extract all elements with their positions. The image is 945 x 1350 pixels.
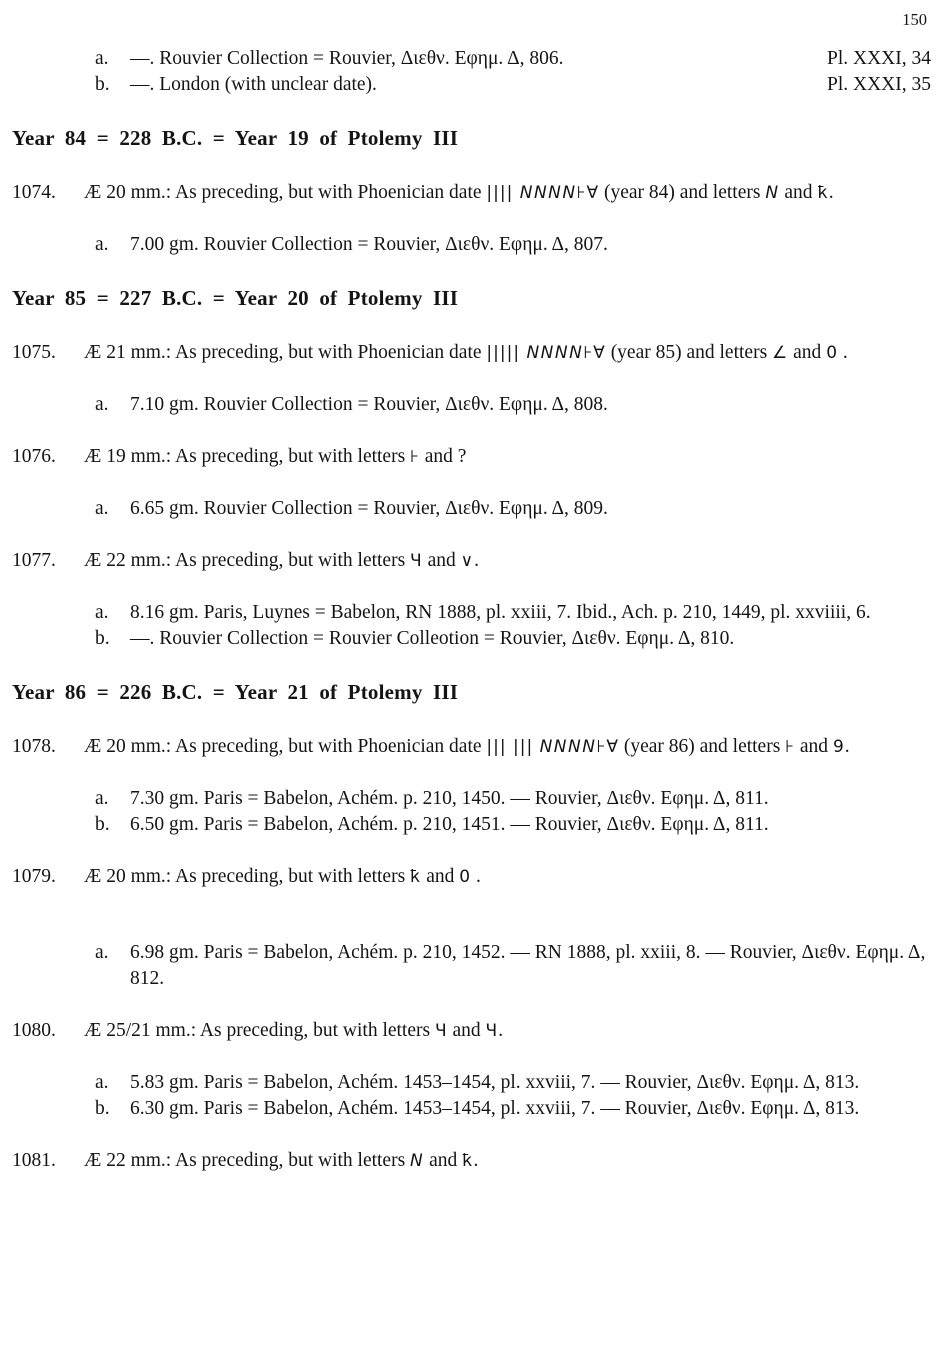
item-letter: b. [95,1098,110,1119]
list-item [95,46,931,72]
section-heading: Year 84 = 228 B.C. = Year 19 of Ptolemy III [12,126,459,150]
section-heading: Year 86 = 226 B.C. = Year 21 of Ptolemy III [12,680,459,704]
entry-description: Æ 22 mm.: As preceding, but with letters Ч and ∨. [84,550,479,571]
entry [12,734,931,760]
entry-description: Æ 21 mm.: As preceding, but with Phoenician date ||||| NNNN⊦∀ (year 85) and letters ∠ and 0 . [84,342,848,363]
item-text: 6.65 gm. Rouvier Collection = Rouvier, Διεθν. Εφημ. Δ, 809. [130,498,608,519]
item-text: 8.16 gm. Paris, Luynes = Babelon, RN 1888, pl. xxiii, 7. Ibid., Ach. p. 210, 1449, pl. xxviiii, 6. [130,602,871,623]
item-letter: a. [95,942,109,963]
entry-description: Æ 25/21 mm.: As preceding, but with letters Ч and Ч. [84,1020,504,1041]
entry-number: 1076. [12,446,56,467]
entry-number: 1078. [12,736,56,757]
item-text: 6.50 gm. Paris = Babelon, Achém. p. 210, 1451. — Rouvier, Διεθν. Εφημ. Δ, 811. [130,814,769,835]
page-number: 150 [902,10,927,29]
entry [12,548,931,574]
entry [12,340,931,366]
item-letter: a. [95,498,109,519]
section-heading: Year 85 = 227 B.C. = Year 20 of Ptolemy III [12,286,459,310]
list-item [95,940,931,992]
item-text: 6.98 gm. Paris = Babelon, Achém. p. 210, 1452. — RN 1888, pl. xxiii, 8. — Rouvier, Διεθν. Εφημ. Δ, 812. [130,942,926,989]
entry-number: 1079. [12,866,56,887]
list-item [95,72,931,98]
entry-number: 1080. [12,1020,56,1041]
entry-description: Æ 22 mm.: As preceding, but with letters N and ҟ. [84,1150,479,1171]
item-letter: a. [95,602,109,623]
item-text: 7.30 gm. Paris = Babelon, Achém. p. 210, 1450. — Rouvier, Διεθν. Εφημ. Δ, 811. [130,788,769,809]
item-text: —. London (with unclear date). [130,74,377,95]
item-letter: a. [95,394,109,415]
entry-number: 1081. [12,1150,56,1171]
item-letter: b. [95,74,110,95]
item-letter: a. [95,788,109,809]
item-letter: a. [95,234,109,255]
entry-number: 1075. [12,342,56,363]
list-item [95,786,931,812]
entry [12,864,931,890]
entry [12,1148,931,1174]
entry-description: Æ 20 mm.: As preceding, but with Phoenician date |||| NNNN⊦∀ (year 84) and letters N and ҟ. [84,182,834,203]
list-item [95,1096,931,1122]
entry-description: Æ 20 mm.: As preceding, but with Phoenician date ||| ||| NNNN⊦∀ (year 86) and letters ⊦ and 9. [84,736,850,757]
list-item [95,232,931,258]
item-text: 5.83 gm. Paris = Babelon, Achém. 1453–1454, pl. xxviii, 7. — Rouvier, Διεθν. Εφημ. Δ, 813. [130,1072,860,1093]
list-item [95,392,931,418]
item-letter: b. [95,628,110,649]
plate-reference: Pl. XXXI, 34 [826,48,931,69]
list-item [95,496,931,522]
entry [12,444,931,470]
item-text: 6.30 gm. Paris = Babelon, Achém. 1453–1454, pl. xxviii, 7. — Rouvier, Διεθν. Εφημ. Δ, 813. [130,1098,860,1119]
entry-number: 1074. [12,182,56,203]
item-letter: b. [95,814,110,835]
item-letter: a. [95,48,109,69]
list-item [95,626,931,652]
item-text: 7.10 gm. Rouvier Collection = Rouvier, Διεθν. Εφημ. Δ, 808. [130,394,608,415]
entry [12,1018,931,1044]
entry-description: Æ 19 mm.: As preceding, but with letters ⊦ and ? [84,446,467,467]
top-continuation-block [12,46,931,98]
item-text: 7.00 gm. Rouvier Collection = Rouvier, Διεθν. Εφημ. Δ, 807. [130,234,608,255]
item-text: —. Rouvier Collection = Rouvier, Διεθν. Εφημ. Δ, 806. [130,48,564,69]
item-text: —. Rouvier Collection = Rouvier Colleotion = Rouvier, Διεθν. Εφημ. Δ, 810. [130,628,735,649]
list-item [95,600,931,626]
entry [12,180,931,206]
plate-reference: Pl. XXXI, 35 [826,74,931,95]
list-item [95,812,931,838]
entry-number: 1077. [12,550,56,571]
list-item [95,1070,931,1096]
entry-description: Æ 20 mm.: As preceding, but with letters ҟ and 0 . [84,866,481,887]
item-letter: a. [95,1072,109,1093]
